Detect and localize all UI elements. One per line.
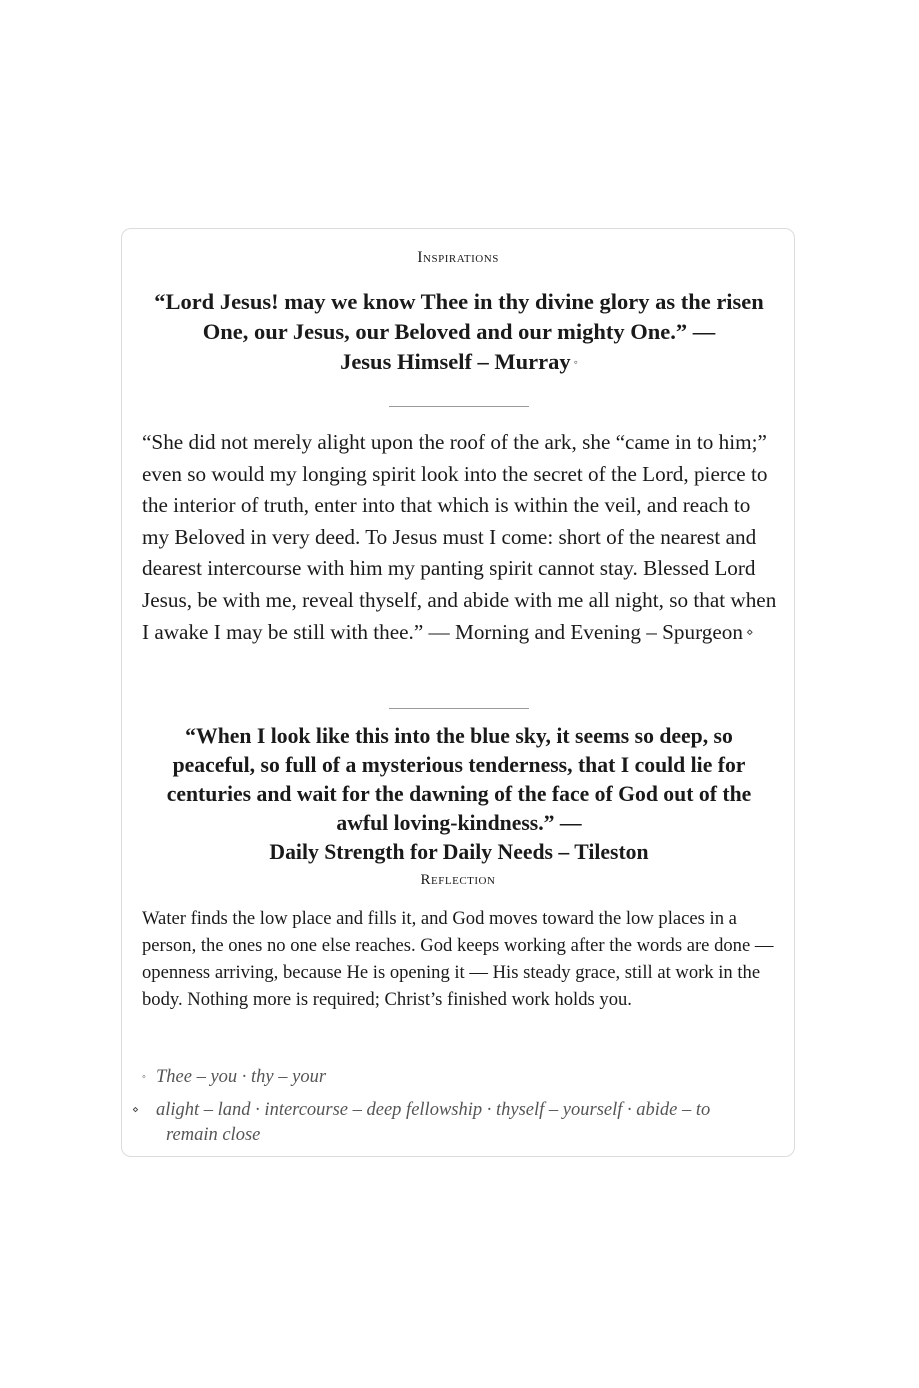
- quote-spurgeon: [142, 427, 780, 648]
- quote-tileston: [142, 722, 776, 867]
- glossary-item: ⋄ alight – land · intercourse – deep fellowship · thyself – yourself · abide – to remain close: [132, 1100, 711, 1145]
- quote-tileston-text: “When I look like this into the blue sky, it seems so deep, so peaceful, so full of a mysterious tenderness, that I could lie for centuries and wait for the dawning of the face of God out of the awful loving-kindness.” —: [166, 724, 752, 835]
- quote-spurgeon-text: “She did not merely alight upon the roof of the ark, she “came in to him;” even so would my longing spirit look into the secret of the Lord, pierce to the interior of truth, enter into that which is within the veil, and reach to my Beloved in very deed. To Jesus must I come: short of the nearest and dearest intercourse with him my panting spirit cannot stay. Blessed Lord Jesus, be with me, reveal thyself, and abide with me all night, so that when I awake I may be still with thee.” — Morning and Evening – Spurgeon: [142, 430, 777, 644]
- divider: [389, 708, 529, 709]
- glossary: [132, 1065, 762, 1148]
- quote-murray-attribution: Jesus Himself – Murray ◦: [340, 349, 578, 374]
- reflection-text: Water finds the low place and fills it, and God moves toward the low places in a person, the ones no one else reaches. God keeps working after the words are done — openness arriving, because He is opening it — His steady grace, still at work in the body. Nothing more is required; Christ’s finished work holds you.: [142, 908, 774, 1010]
- glossary-text: alight – land · intercourse – deep fellowship · thyself – yourself · abide – to remain close: [156, 1100, 711, 1145]
- section-label-inspirations: Inspirations: [417, 249, 499, 266]
- quote-murray: [142, 287, 776, 377]
- footnote-marker-circle: ◦: [142, 1071, 146, 1083]
- footnote-marker-circle: ◦: [573, 355, 578, 369]
- divider: [389, 406, 529, 407]
- glossary-text: Thee – you · thy – your: [156, 1067, 327, 1087]
- glossary-item: [142, 1065, 762, 1090]
- quote-tileston-attribution: Daily Strength for Daily Needs – Tileston: [269, 840, 649, 864]
- section-label-reflection: Reflection: [420, 872, 496, 888]
- quote-murray-text: “Lord Jesus! may we know Thee in thy divine glory as the risen One, our Jesus, our Beloved and our mighty One.” —: [154, 289, 764, 344]
- footnote-marker-diamond: ⋄: [745, 624, 754, 639]
- devotional-card: [121, 228, 795, 1157]
